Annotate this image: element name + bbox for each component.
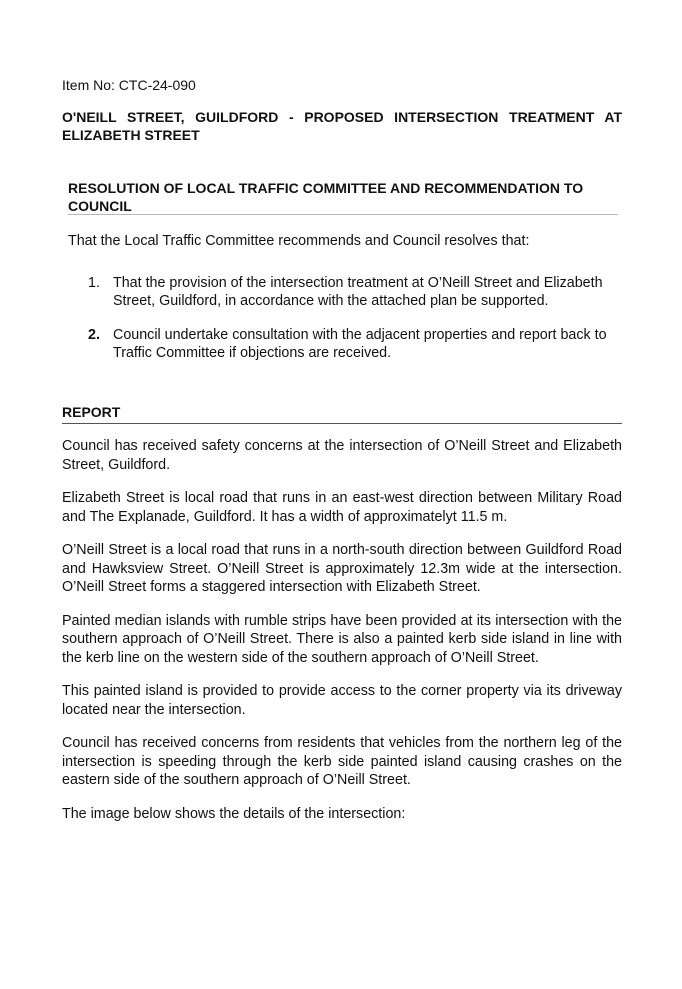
resolution-divider	[68, 214, 618, 215]
resolution-item-number: 1.	[88, 275, 100, 291]
resolution-item-text: That the provision of the intersection treatment at O’Neill Street and Elizabeth Street, Guildford, in accordance with the attached plan be supported.	[113, 275, 603, 309]
resolution-item-number: 2.	[88, 327, 100, 343]
report-heading: REPORT	[62, 404, 121, 420]
resolution-heading: RESOLUTION OF LOCAL TRAFFIC COMMITTEE AND RECOMMENDATION TO COUNCIL	[68, 180, 584, 214]
report-paragraph: Painted median islands with rumble strips have been provided at its intersection with the southern approach of O’Neill Street. There is also a painted kerb side island in line with the kerb line on the western side of the southern approach of O’Neill Street.	[62, 612, 622, 666]
report-paragraph: Elizabeth Street is local road that runs in an east-west direction between Military Road and The Explanade, Guildford. It has a width of approximatelyt 11.5 m.	[62, 490, 622, 525]
item-number: Item No: CTC-24-090	[62, 77, 196, 93]
report-body	[62, 437, 622, 838]
report-paragraph: This painted island is provided to provide access to the corner property via its driveway located near the intersection.	[62, 683, 622, 718]
report-paragraph: O’Neill Street is a local road that runs in a north-south direction between Guildford Road and Hawksview Street. O’Neill Street is approximately 12.3m wide at the intersection. O’Neill Street forms a staggered intersection with Elizabeth Street.	[62, 542, 622, 595]
report-paragraph: Council has received safety concerns at the intersection of O’Neill Street and Elizabeth Street, Guildford.	[62, 438, 622, 473]
resolution-list	[88, 274, 620, 378]
resolution-item-text: Council undertake consultation with the adjacent properties and report back to Traffic Committee if objections are received.	[113, 327, 607, 361]
report-paragraph: The image below shows the details of the intersection:	[62, 805, 406, 822]
resolution-item	[88, 274, 620, 310]
resolution-intro: That the Local Traffic Committee recommends and Council resolves that:	[68, 233, 530, 249]
resolution-item	[88, 326, 620, 362]
report-divider	[62, 423, 622, 424]
report-paragraph: Council has received concerns from residents that vehicles from the northern leg of the intersection is speeding through the kerb side painted island causing crashes on the eastern side of the southern approach of O’Neill Street.	[62, 735, 622, 788]
report-title: O'NEILL STREET, GUILDFORD - PROPOSED INTERSECTION TREATMENT AT ELIZABETH STREET	[62, 109, 622, 143]
